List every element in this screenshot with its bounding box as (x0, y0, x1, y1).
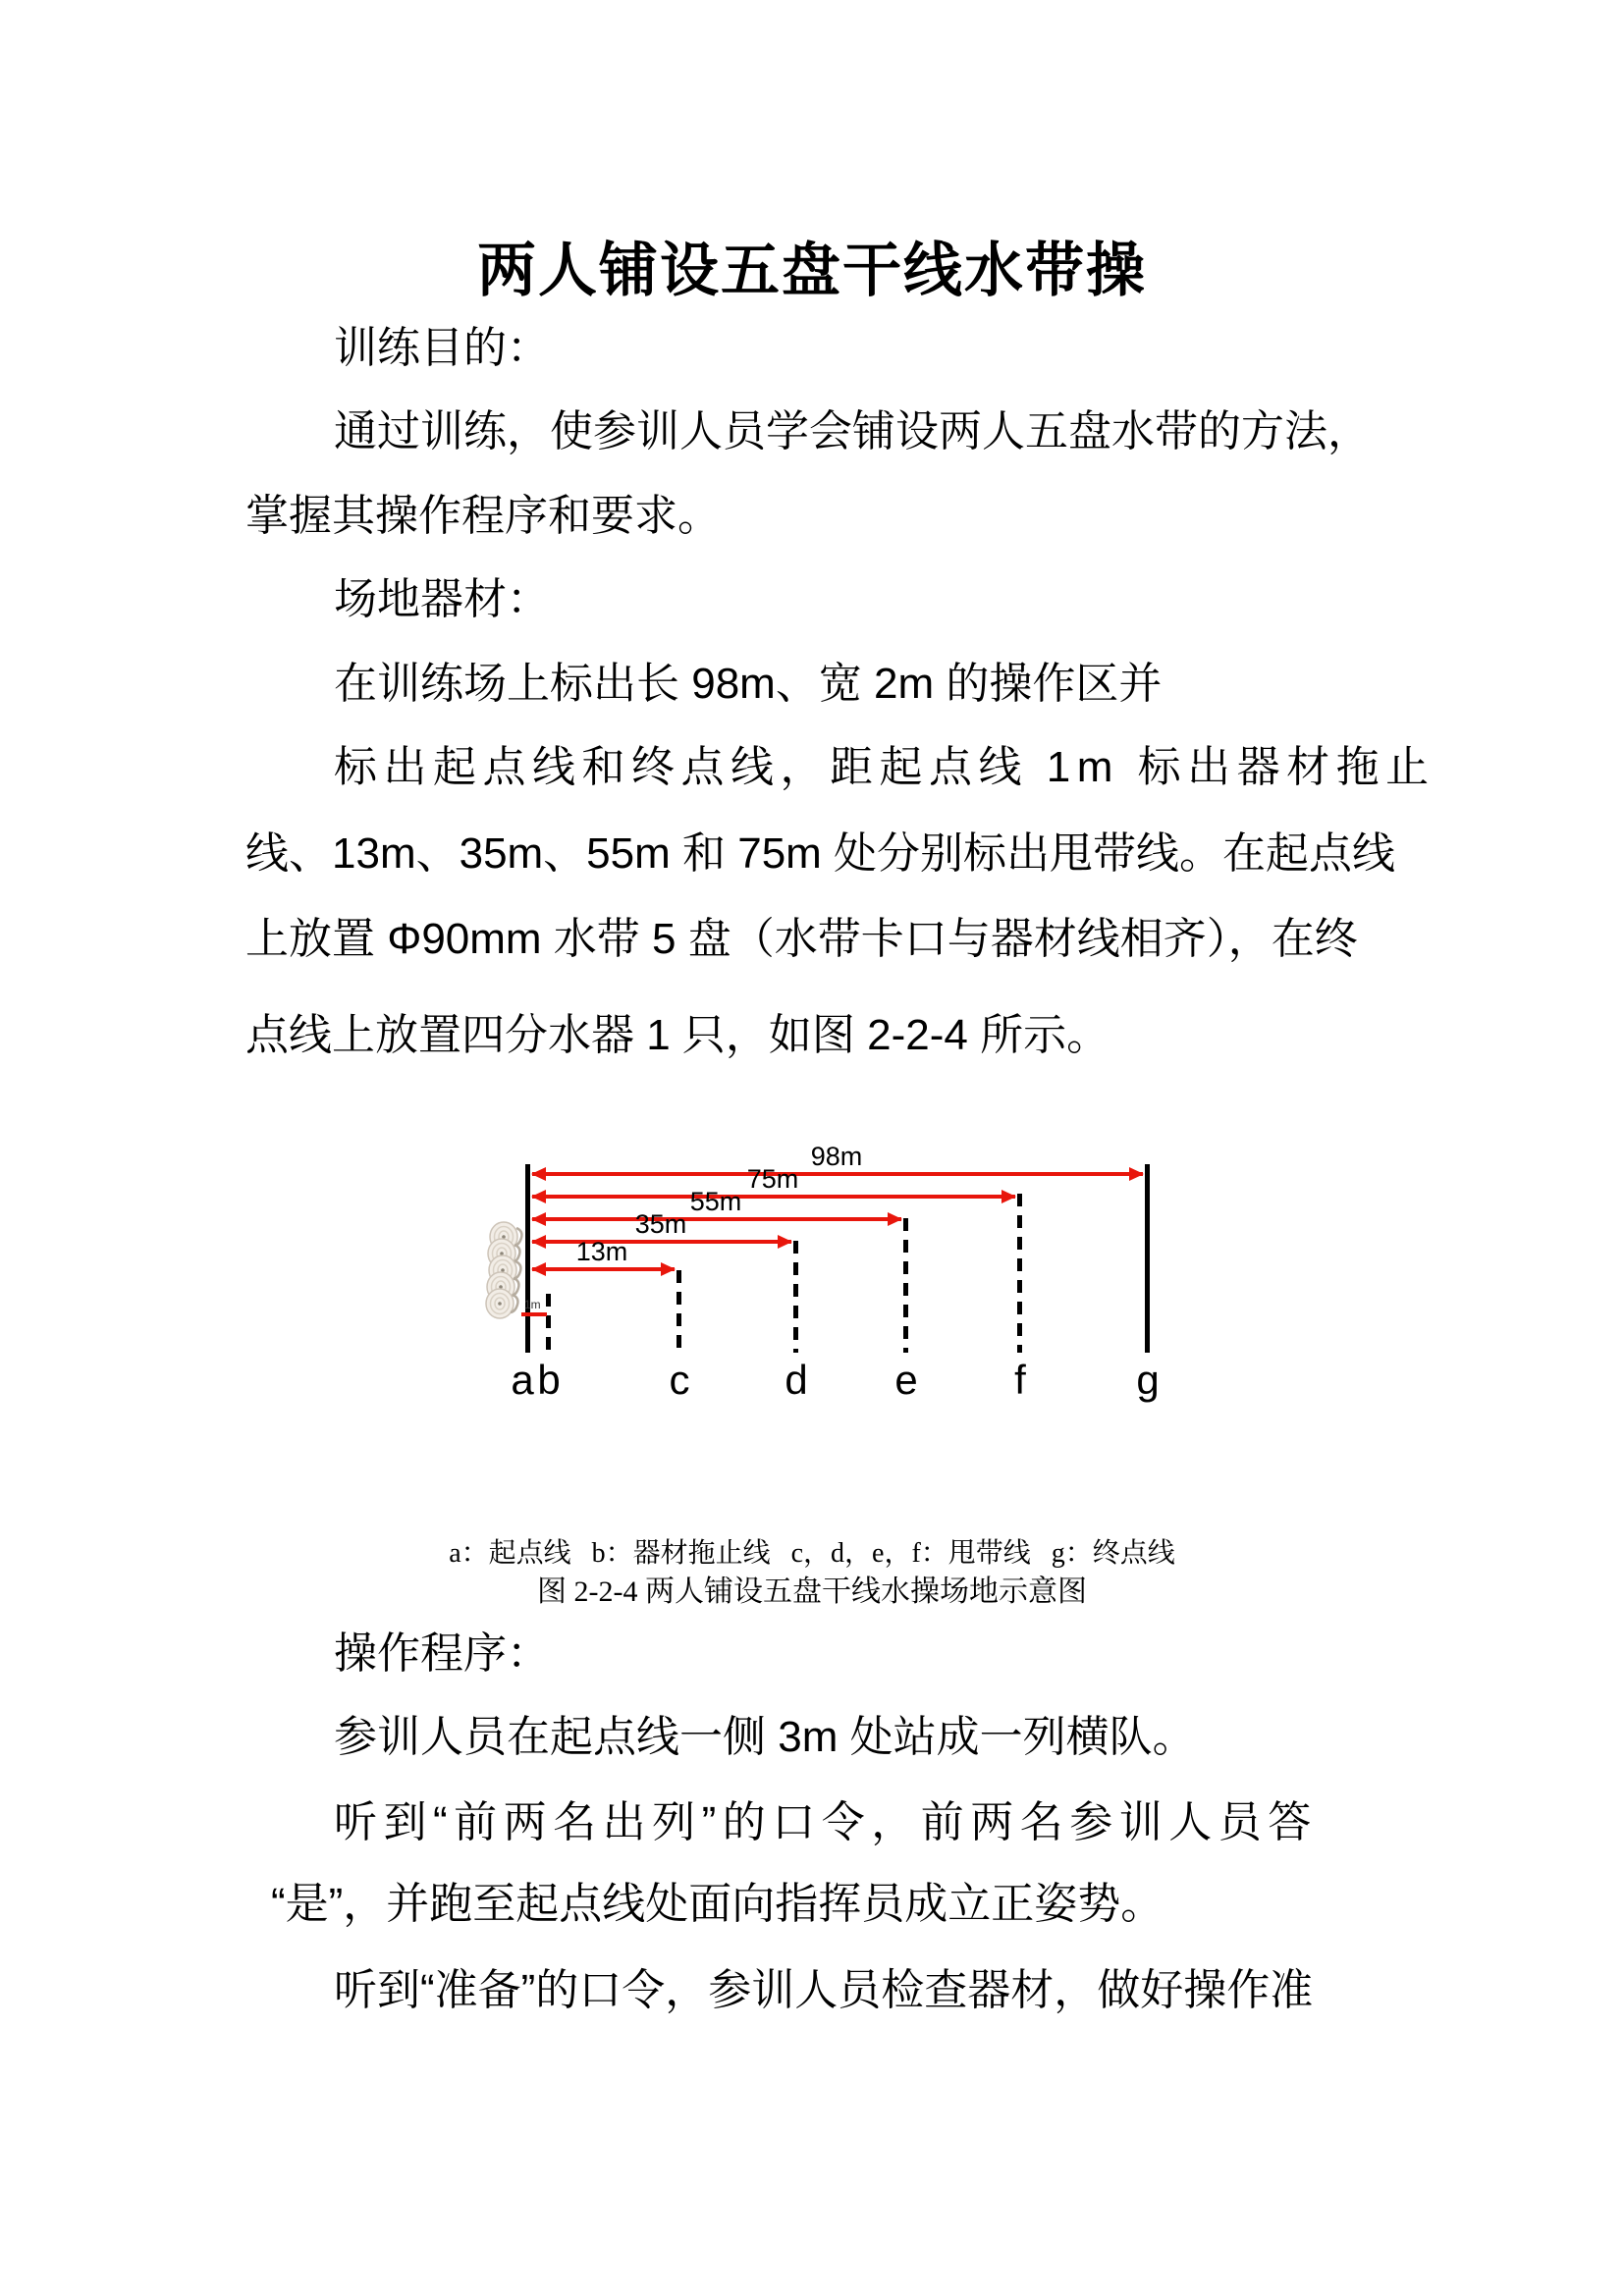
distance-label-35m: 35m (634, 1209, 687, 1239)
paragraph-line: 线、13m、35m、55m 和 75m 处分别标出甩带线。在起点线 (245, 829, 1396, 878)
line-letter-f: f (1014, 1357, 1026, 1403)
line-letter-e: e (894, 1357, 918, 1403)
paragraph-line-site-equipment-heading: 场地器材： (334, 575, 550, 623)
paragraph-line-training-purpose-heading: 训练目的： (334, 324, 550, 372)
throw-line-f (1017, 1194, 1022, 1353)
paragraph-line-procedure-heading: 操作程序： (334, 1629, 550, 1678)
throw-line-c (677, 1270, 681, 1353)
line-letter-g: g (1136, 1357, 1160, 1403)
finish-line-g (1145, 1164, 1150, 1353)
paragraph-line: 参训人员在起点线一侧 3m 处站成一列横队。 (334, 1713, 1196, 1761)
hose-coil-icon (485, 1288, 522, 1319)
distance-label-13m: 13m (575, 1237, 628, 1266)
paragraph-line: 标出起点线和终点线，距起点线 1m 标出器材拖止 (334, 743, 1435, 791)
line-letter-b: b (537, 1357, 561, 1403)
throw-line-e (903, 1218, 908, 1353)
line-letter-d: d (785, 1357, 808, 1403)
diagram-legend: a：起点线 b：器材拖止线 c，d，e，f：甩带线 g：终点线 (449, 1538, 1175, 1569)
distance-label-55m: 55m (689, 1187, 742, 1216)
distance-label-1m: 1m (524, 1298, 541, 1311)
paragraph-line: 在训练场上标出长 98m、宽 2m 的操作区并 (334, 660, 1163, 708)
distance-arrow-98m (532, 1172, 1143, 1176)
distance-arrow-35m (532, 1240, 791, 1244)
throw-line-d (793, 1241, 798, 1353)
figure-caption: 图 2-2-4 两人铺设五盘干线水操场地示意图 (537, 1575, 1087, 1608)
start-line-a (525, 1164, 530, 1353)
page-title: 两人铺设五盘干线水带操 (477, 238, 1147, 303)
distance-label-98m: 98m (810, 1142, 863, 1171)
paragraph-line: 听到“前两名出列”的口令，前两名参训人员答 (334, 1798, 1318, 1846)
distance-arrow-75m (532, 1195, 1015, 1199)
distance-arrow-55m (532, 1217, 901, 1221)
distance-line-1m (521, 1312, 547, 1316)
line-letter-c: c (669, 1357, 690, 1403)
paragraph-line: 掌握其操作程序和要求。 (245, 492, 721, 540)
distance-label-75m: 75m (746, 1164, 799, 1194)
line-letter-a: a (511, 1357, 534, 1403)
paragraph-line: 上放置 Φ90mm 水带 5 盘（水带卡口与器材线相齐），在终 (245, 915, 1358, 963)
paragraph-line: 通过训练，使参训人员学会铺设两人五盘水带的方法， (334, 407, 1371, 455)
equipment-stop-line-b (546, 1294, 551, 1353)
paragraph-line: 听到“准备”的口令，参训人员检查器材，做好操作准 (334, 1966, 1314, 2014)
distance-arrow-13m (532, 1267, 675, 1271)
paragraph-line: “是”，并跑至起点线处面向指挥员成立正姿势。 (271, 1880, 1164, 1928)
paragraph-line: 点线上放置四分水器 1 只，如图 2-2-4 所示。 (245, 1011, 1110, 1059)
